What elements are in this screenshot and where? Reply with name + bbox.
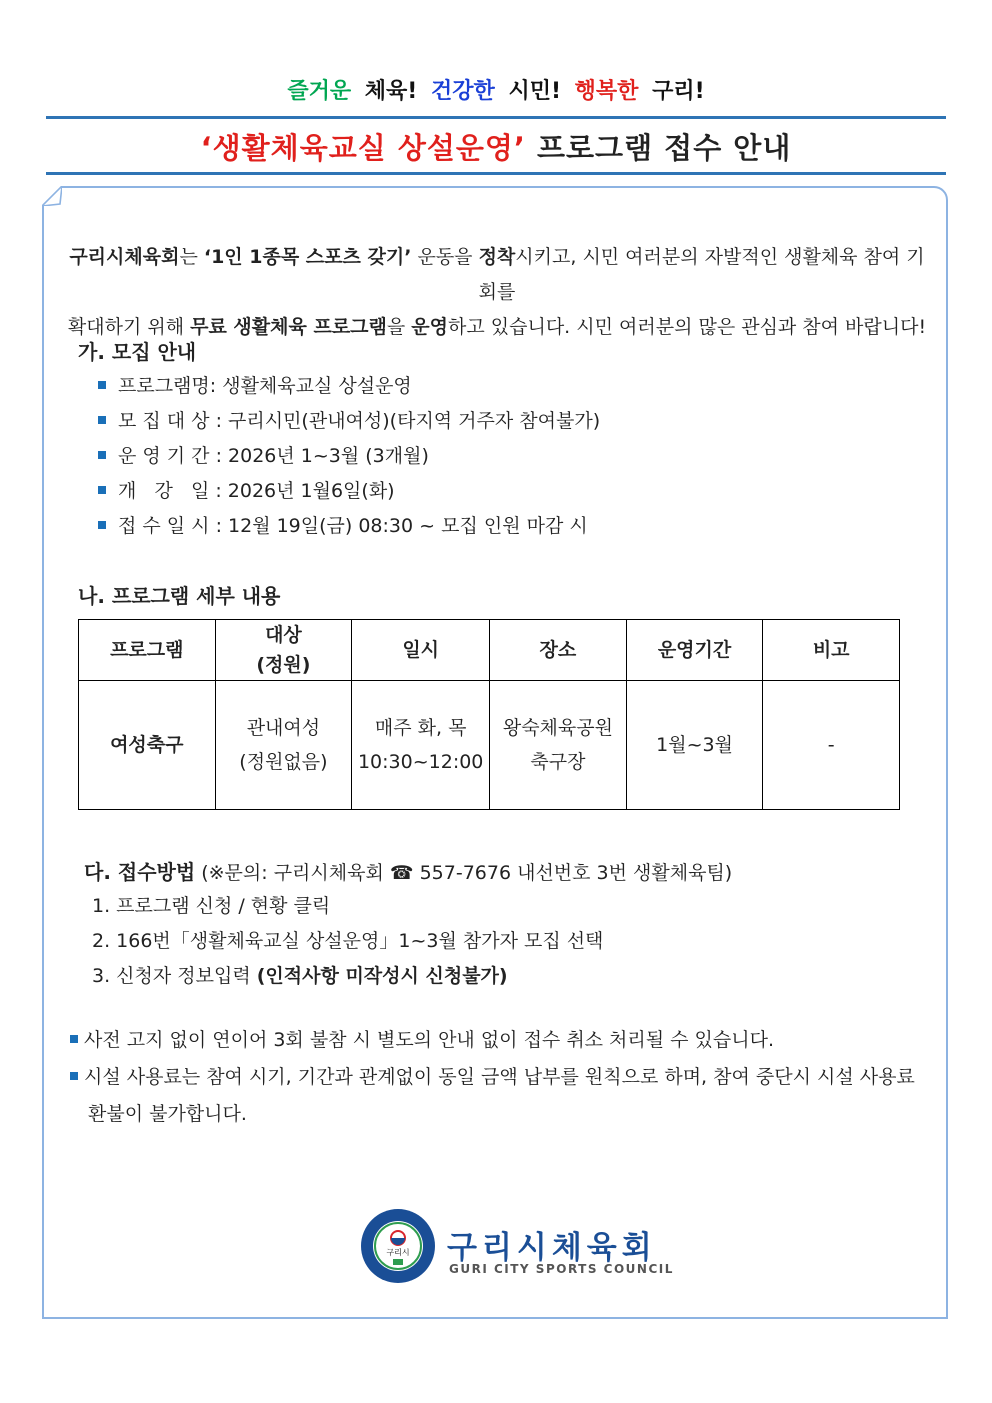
org-name-en: GURI CITY SPORTS COUNCIL: [449, 1262, 674, 1276]
intro-emph: 무료 생활체육 프로그램: [190, 316, 387, 338]
notice-item: [70, 1059, 915, 1133]
section-c: [84, 856, 732, 885]
cell-line: 관내여성: [246, 717, 321, 739]
notice-item: [70, 1022, 774, 1059]
cell-line: 10:30~12:00: [357, 751, 484, 773]
intro-org: 구리시체육회: [69, 246, 180, 268]
cell-period: 1월~3월: [626, 681, 763, 810]
section-b-heading: 나. 프로그램 세부 내용: [78, 584, 281, 608]
intro-text: 시키고, 시민 여러분의 자발적인 생활체육 참여 기회를: [478, 246, 925, 303]
bullet-square-icon: [98, 416, 106, 424]
title-highlight: ‘생활체육교실 상설운영’: [200, 131, 526, 165]
cell-line: (정원없음): [239, 751, 328, 773]
recruit-item: [98, 371, 412, 398]
intro-emph: 운영: [411, 316, 449, 338]
recruit-item-text: 운 영 기 간 : 2026년 1~3월 (3개월): [118, 445, 429, 467]
step-item: 2. 166번「생활체육교실 상설운영」1~3월 참가자 모집 선택: [92, 930, 604, 952]
cell-time: [352, 681, 490, 810]
recruit-item: [98, 511, 588, 538]
cell-line: 축구장: [530, 751, 586, 773]
col-header: 비고: [763, 620, 900, 681]
cell-program: 여성축구: [79, 681, 216, 810]
intro-paragraph: [62, 240, 932, 345]
recruit-item-text: 모 집 대 상 : 구리시민(관내여성)(타지역 거주자 참여불가): [118, 410, 601, 432]
cell-line: 왕숙체육공원: [502, 717, 613, 739]
intro-text: 을: [386, 316, 412, 338]
step-warning: (인적사항 미작성시 신청불가): [256, 965, 508, 987]
slogan-word: 건강한: [431, 79, 495, 104]
intro-slogan: ‘1인 1종목 스포츠 갖기’: [203, 246, 412, 268]
notice-text: 사전 고지 없이 연이어 3회 불참 시 별도의 안내 없이 접수 취소 처리될 수 있습니다.: [84, 1029, 775, 1051]
cell-line: 매주 화, 목: [374, 717, 467, 739]
col-header-line: 대상: [265, 624, 302, 646]
col-header: 일시: [352, 620, 490, 681]
table-header-row: [79, 620, 900, 681]
notice-text: 환불이 불가합니다.: [88, 1103, 247, 1125]
step-text: 3. 신청자 정보입력: [92, 965, 257, 987]
slogan-word: 행복한: [574, 79, 639, 104]
intro-text: 확대하기 위해: [67, 316, 191, 338]
recruit-item: [98, 441, 429, 468]
col-header: 프로그램: [79, 620, 216, 681]
emblem-icon: [360, 1208, 436, 1284]
intro-emph: 정착: [478, 246, 516, 268]
col-header: 운영기간: [626, 620, 763, 681]
title-rest: 프로그램 접수 안내: [537, 131, 792, 165]
intro-text: 는: [179, 246, 204, 268]
slogan-word: 즐거운: [287, 79, 352, 104]
slogan: [0, 74, 992, 105]
notice-text: 시설 사용료는 참여 시기, 기간과 관계없이 동일 금액 납부를 원칙으로 하며, 참여 중단시 시설 사용료: [84, 1066, 915, 1088]
slogan-word: 시민!: [508, 79, 561, 104]
title-rule: [46, 172, 946, 175]
emblem-logo: [360, 1208, 436, 1288]
intro-text: 운동을: [411, 246, 479, 268]
bullet-square-icon: [70, 1035, 78, 1043]
slogan-word: 구리!: [652, 79, 705, 104]
col-header-line: (정원): [256, 654, 311, 676]
step-item: 1. 프로그램 신청 / 현황 클릭: [92, 895, 331, 917]
bullet-square-icon: [70, 1072, 78, 1080]
recruit-item: [98, 476, 395, 503]
recruit-item: [98, 406, 600, 433]
contact-info: (※문의: 구리시체육회 ☎ 557-7676 내선번호 3번 생활체육팀): [201, 862, 733, 884]
recruit-item-text: 프로그램명: 생활체육교실 상설운영: [118, 375, 412, 397]
intro-text: 하고 있습니다. 시민 여러분의 많은 관심과 참여 바랍니다!: [448, 316, 927, 338]
recruit-item-text: 개 강 일 : 2026년 1월6일(화): [118, 480, 395, 502]
section-a-heading: 가. 모집 안내: [78, 340, 197, 364]
bullet-square-icon: [98, 486, 106, 494]
org-name-ko: 구리시체육회: [447, 1230, 657, 1266]
program-table: [78, 619, 900, 810]
cell-place: [490, 681, 627, 810]
slogan-word: 체육!: [364, 79, 418, 104]
top-rule: [46, 116, 946, 119]
col-header: 장소: [490, 620, 627, 681]
cell-target: [215, 681, 352, 810]
recruit-item-text: 접 수 일 시 : 12월 19일(금) 08:30 ~ 모집 인원 마감 시: [118, 515, 588, 537]
bullet-square-icon: [98, 381, 106, 389]
bullet-square-icon: [98, 451, 106, 459]
step-item: [92, 961, 508, 988]
emblem-text: 구리시: [386, 1248, 410, 1257]
section-c-heading: 다. 접수방법: [84, 860, 196, 884]
corner-fold-icon: [42, 186, 62, 206]
cell-note: -: [763, 681, 900, 810]
bullet-square-icon: [98, 521, 106, 529]
table-row: [79, 681, 900, 810]
col-header: [215, 620, 352, 681]
page-title: [0, 126, 992, 167]
